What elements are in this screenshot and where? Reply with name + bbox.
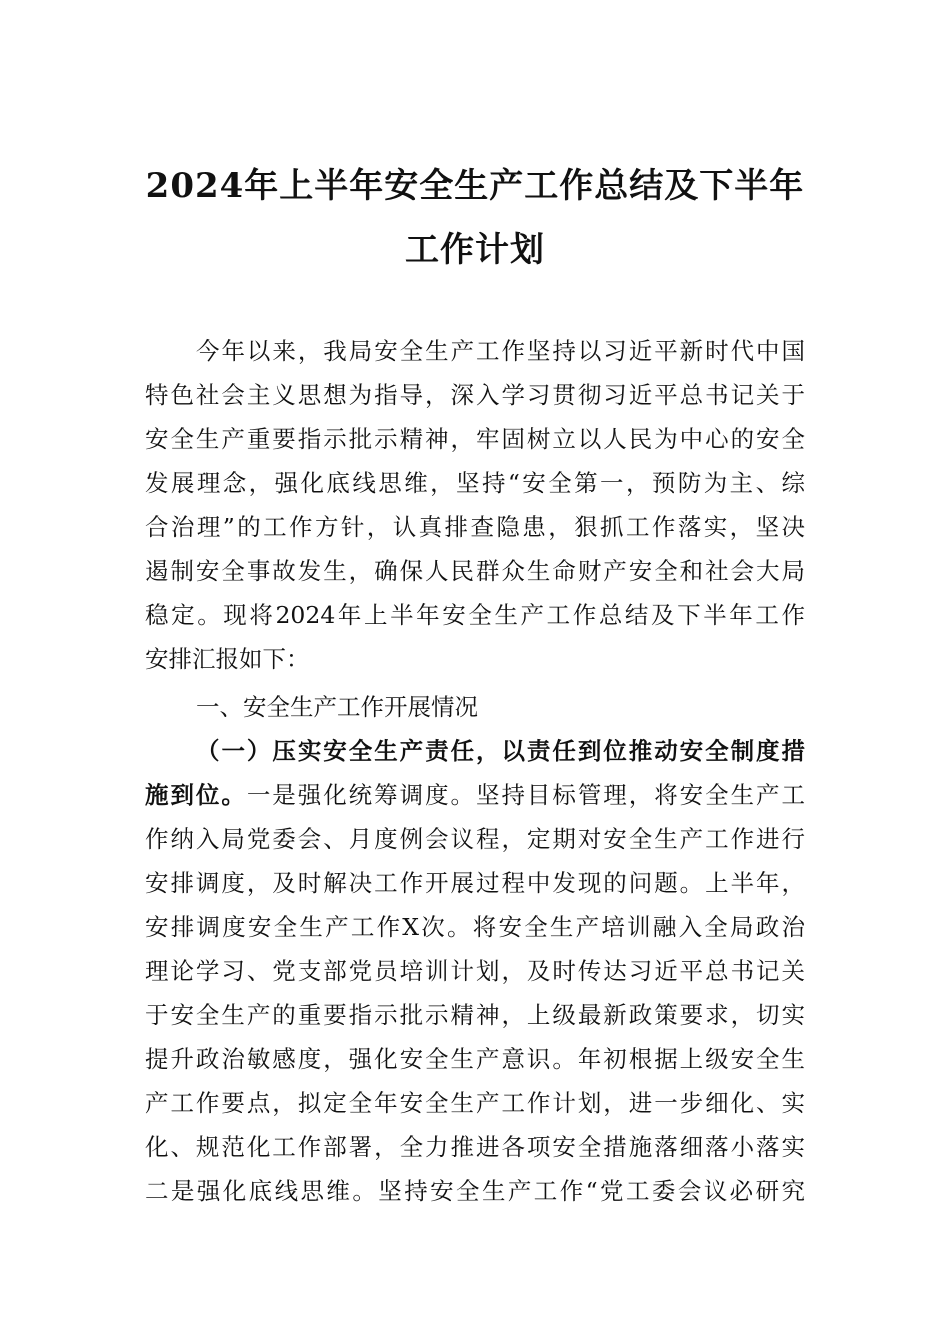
intro-paragraph-line: 安排汇报如下： bbox=[145, 645, 310, 673]
subsection-paragraph-line: 安排调度，及时解决工作开展过程中发现的问题。上半年， bbox=[145, 869, 805, 897]
subsection-paragraph-line: 安排调度安全生产工作X次。将安全生产培训融入全局政治 bbox=[145, 913, 805, 941]
subsection-paragraph-line: 化、规范化工作部署，全力推进各项安全措施落细落小落实 bbox=[145, 1133, 805, 1161]
subsection-paragraph-line: 作纳入局党委会、月度例会议程，定期对安全生产工作进行 bbox=[145, 825, 805, 853]
document-title-line-2: 工作计划 bbox=[405, 230, 545, 270]
subsection-body-start: 一是强化统筹调度。坚持目标管理，将安全生产工 bbox=[246, 781, 806, 809]
subsection-paragraph-line: 提升政治敏感度，强化安全生产意识。年初根据上级安全生 bbox=[145, 1045, 805, 1073]
subsection-paragraph-line: 于安全生产的重要指示批示精神，上级最新政策要求，切实 bbox=[145, 1001, 805, 1029]
intro-paragraph-line: 特色社会主义思想为指导，深入学习贯彻习近平总书记关于 bbox=[145, 381, 805, 409]
subsection-heading-end: 施到位。 bbox=[145, 781, 247, 809]
section-heading: 一、安全生产工作开展情况 bbox=[196, 693, 478, 721]
intro-paragraph-line: 稳定。现将2024年上半年安全生产工作总结及下半年工作 bbox=[145, 601, 805, 629]
intro-paragraph-line: 合治理”的工作方针，认真排查隐患，狠抓工作落实，坚决 bbox=[145, 513, 805, 541]
subsection-heading-line: （一）压实安全生产责任，以责任到位推动安全制度措 bbox=[196, 737, 805, 765]
intro-paragraph-line: 安全生产重要指示批示精神，牢固树立以人民为中心的安全 bbox=[145, 425, 805, 453]
intro-paragraph-line: 发展理念，强化底线思维，坚持“安全第一，预防为主、综 bbox=[145, 469, 805, 497]
intro-paragraph-line: 今年以来，我局安全生产工作坚持以习近平新时代中国 bbox=[196, 337, 805, 365]
subsection-paragraph-line: 产工作要点，拟定全年安全生产工作计划，进一步细化、实 bbox=[145, 1089, 805, 1117]
intro-paragraph-line: 遏制安全事故发生，确保人民群众生命财产安全和社会大局 bbox=[145, 557, 805, 585]
subsection-paragraph-line: 理论学习、党支部党员培训计划，及时传达习近平总书记关 bbox=[145, 957, 805, 985]
document-title-line-1: 2024年上半年安全生产工作总结及下半年 bbox=[145, 166, 805, 206]
subsection-mixed-line bbox=[145, 780, 805, 810]
subsection-paragraph-line: 二是强化底线思维。坚持安全生产工作“党工委会议必研究 bbox=[145, 1177, 805, 1205]
